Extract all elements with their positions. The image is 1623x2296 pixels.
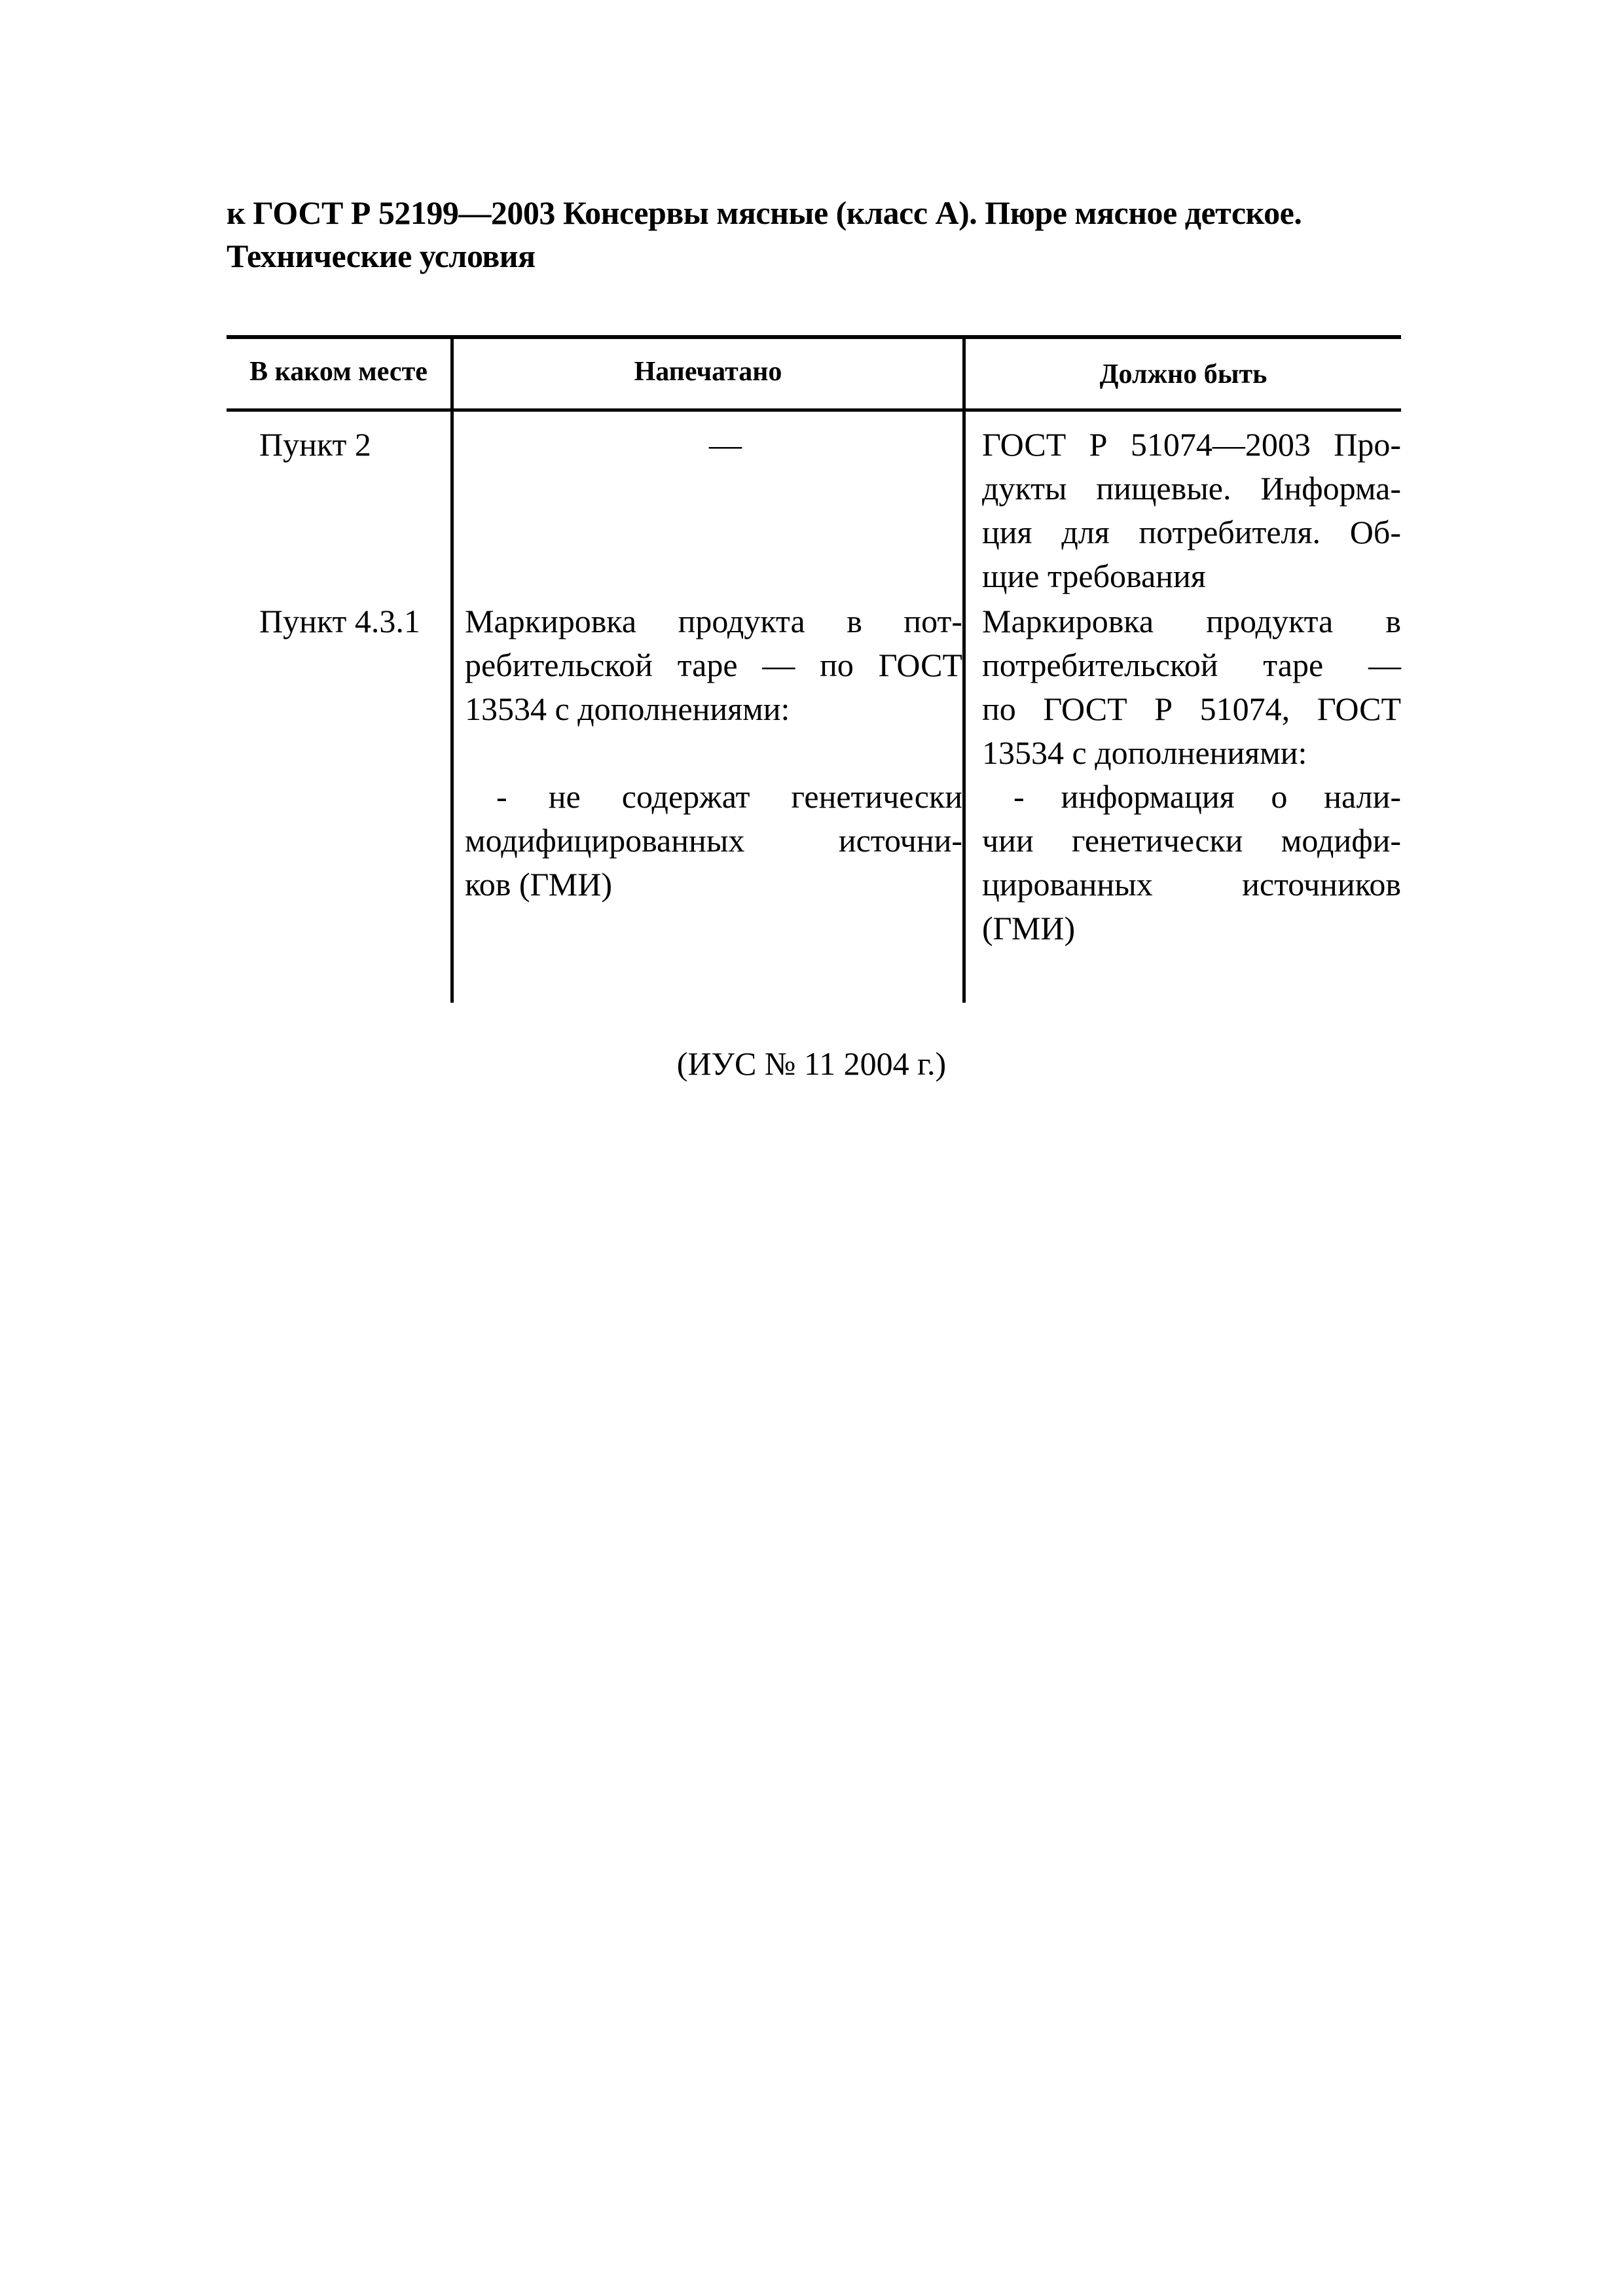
- row-1-should-be: ГОСТ Р 51074—2003 Про- дукты пищевые. Информа- ция для потребителя. Об- щие требования: [982, 426, 1401, 594]
- row-1-printed: —: [709, 426, 742, 463]
- row-1-location: Пункт 2: [259, 426, 371, 463]
- row-2-location: Пункт 4.3.1: [259, 603, 420, 639]
- heading-line-2: Технические условия: [227, 238, 536, 274]
- row-2-should-be: Маркировка продукта в потребительской таре — по ГОСТ Р 51074, ГОСТ 13534 с дополнениями: - информация о нали- чии генетически модифи- цированных источников (ГМИ): [982, 603, 1401, 946]
- heading-line-1: к ГОСТ Р 52199—2003 Консервы мясные (класс А). Пюре мясное детское.: [227, 194, 1302, 231]
- table-column-divider-2: [962, 335, 966, 1003]
- document-footer-reference: (ИУС № 11 2004 г.): [676, 1045, 947, 1082]
- column-header-printed: Напечатано: [634, 357, 782, 387]
- document-heading: [227, 191, 1405, 278]
- table-top-rule: [227, 335, 1401, 339]
- row-2-printed: Маркировка продукта в пот- ребительской таре — по ГОСТ 13534 с дополнениями: - не содержат генетически модифицированных источни- ков (ГМИ): [465, 603, 962, 903]
- column-header-should-be: Должно быть: [1099, 359, 1267, 389]
- column-header-location: В каком месте: [249, 357, 428, 387]
- table-column-divider-1: [450, 335, 454, 1003]
- table-header-rule: [227, 408, 1401, 412]
